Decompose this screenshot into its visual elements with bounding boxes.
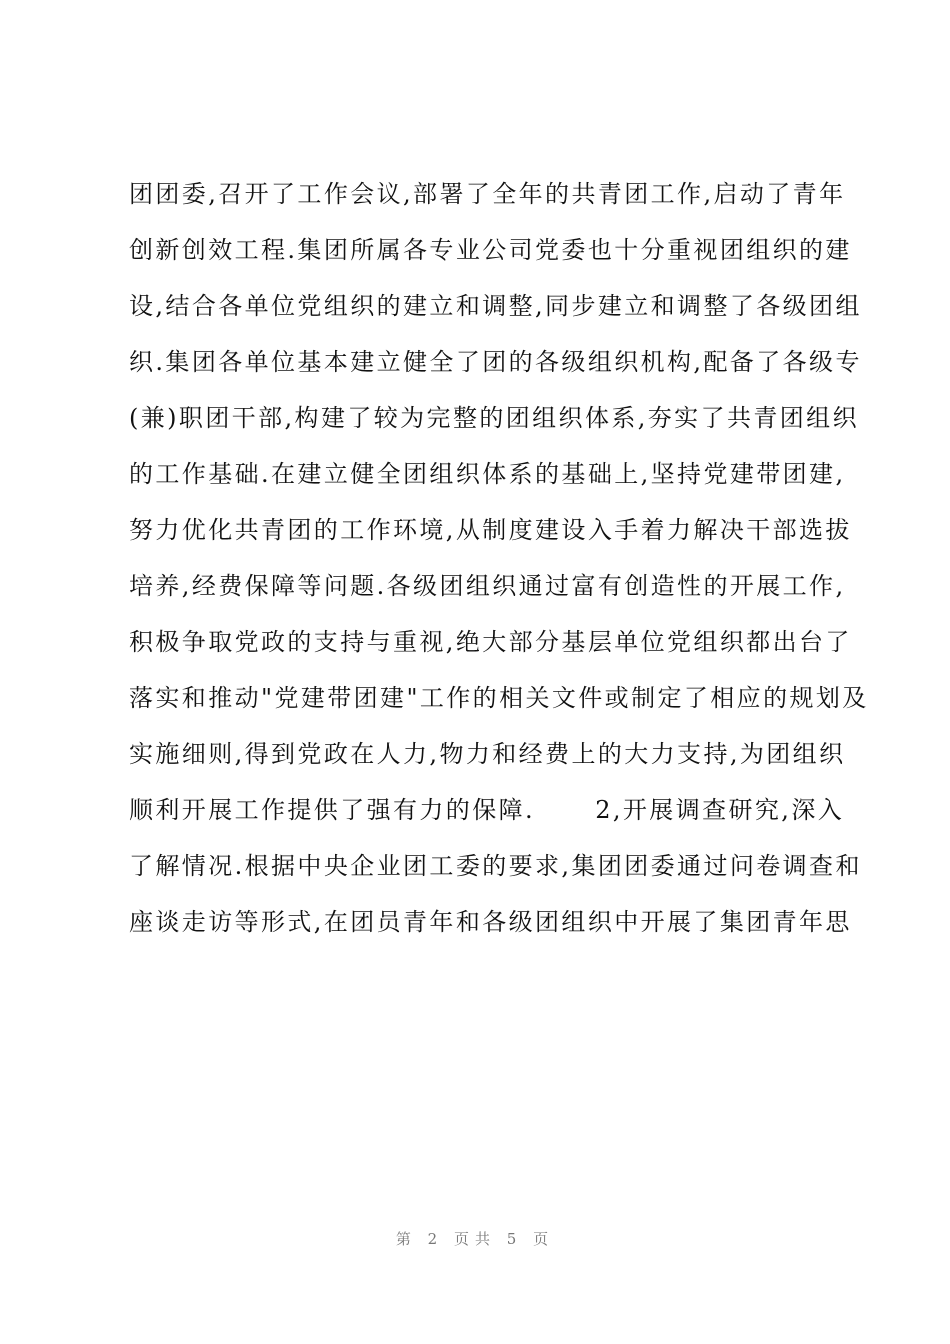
body-text (129, 166, 869, 950)
text-line: 创新创效工程.集团所属各专业公司党委也十分重视团组织的建 (129, 236, 852, 264)
text-line: 的工作基础.在建立健全团组织体系的基础上,坚持党建带团建, (129, 460, 846, 488)
text-line: 团团委,召开了工作会议,部署了全年的共青团工作,启动了青年 (129, 180, 846, 208)
text-line: 设,结合各单位党组织的建立和调整,同步建立和调整了各级团组 (129, 292, 862, 320)
text-line: (兼)职团干部,构建了较为完整的团组织体系,夯实了共青团组织 (129, 404, 859, 432)
page-number-footer: 第 2 页共 5 页 (395, 1230, 555, 1248)
text-line: 织.集团各单位基本建立健全了团的各级组织机构,配备了各级专 (129, 348, 862, 376)
text-line: 努力优化共青团的工作环境,从制度建设入手着力解决干部选拔 (129, 516, 852, 544)
text-line: 座谈走访等形式,在团员青年和各级团组织中开展了集团青年思 (129, 908, 852, 936)
text-line: 实施细则,得到党政在人力,物力和经费上的大力支持,为团组织 (129, 740, 846, 768)
text-line: 顺利开展工作提供了强有力的保障. 2,开展调查研究,深入 (129, 796, 845, 824)
text-line: 了解情况.根据中央企业团工委的要求,集团团委通过问卷调查和 (129, 852, 862, 880)
text-line: 落实和推动"党建带团建"工作的相关文件或制定了相应的规划及 (129, 684, 869, 712)
text-line: 积极争取党政的支持与重视,绝大部分基层单位党组织都出台了 (129, 628, 852, 656)
text-line: 培养,经费保障等问题.各级团组织通过富有创造性的开展工作, (129, 572, 846, 600)
